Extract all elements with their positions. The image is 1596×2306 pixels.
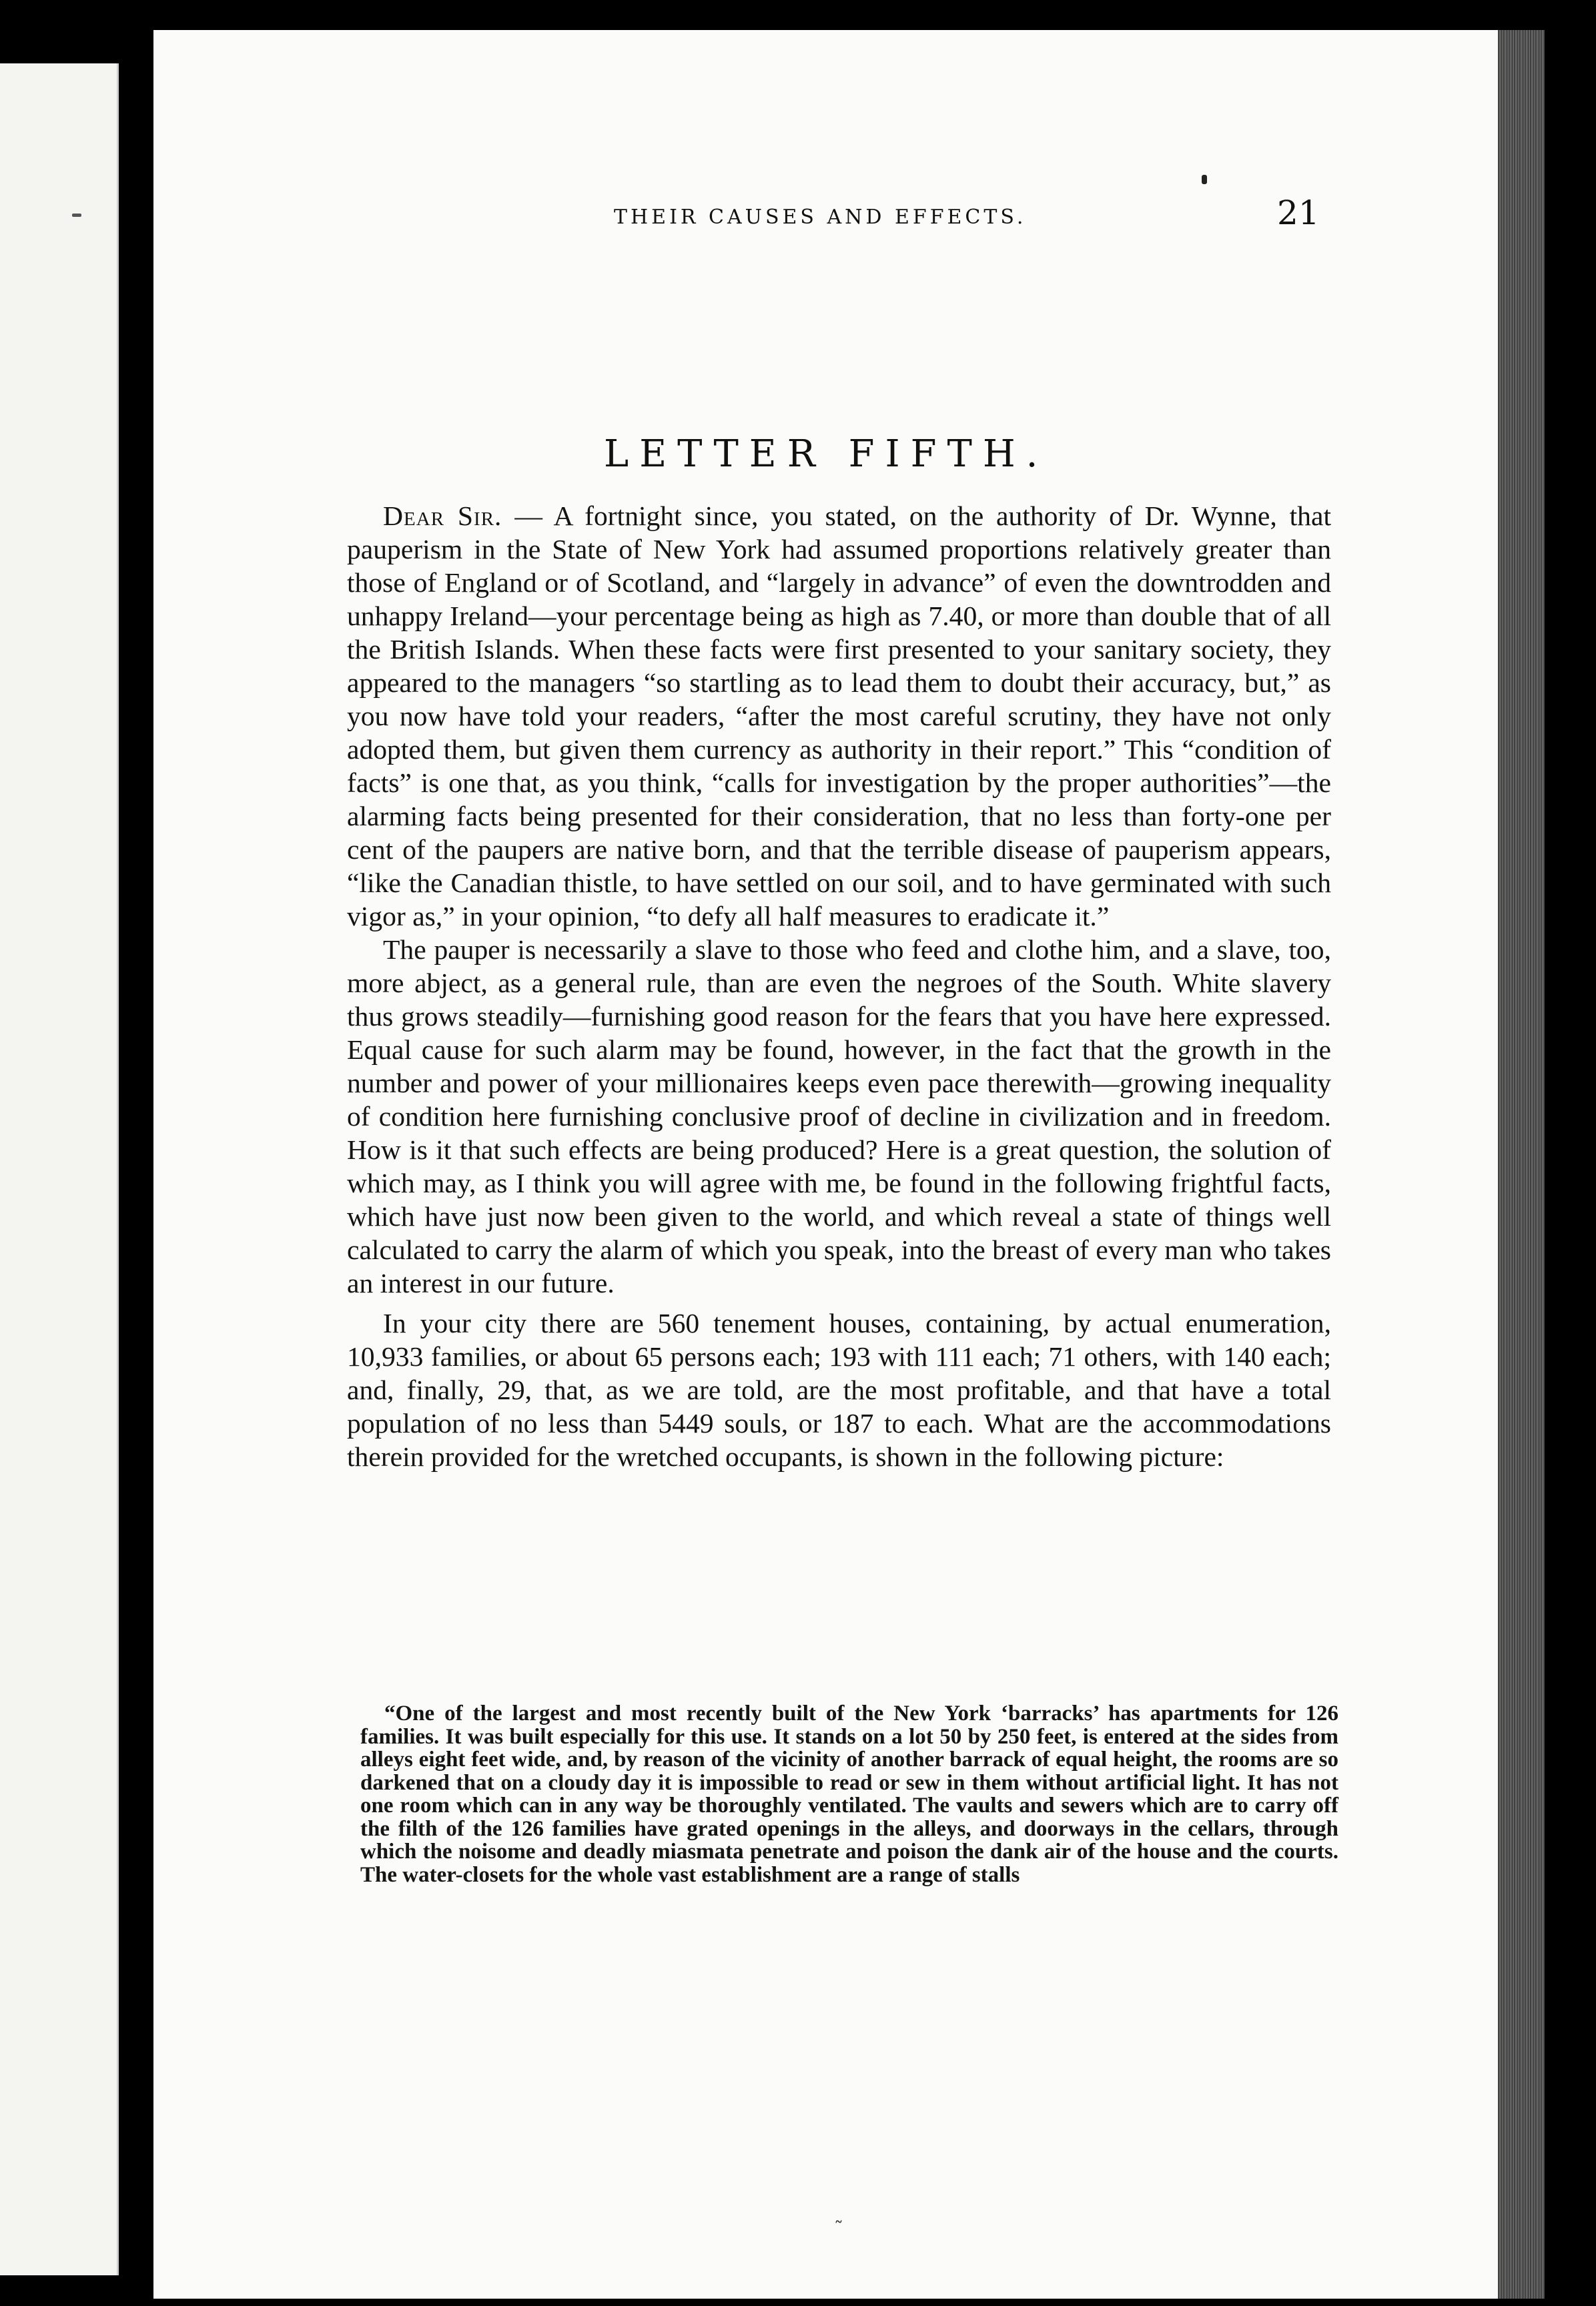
paragraph-3: In your city there are 560 tenement houses, containing, by actual enumeration, 10,933 families, or about 65 persons each; 193 with 111 each; 71 others, with 140 each; and, finally, 29, that, as we are told, are the most profitable, and that have a total population of no less than 5449 souls, or 187 to each. What are the accommodations therein provided for the wretched occupants, is shown in the following picture: bbox=[347, 1308, 1331, 1472]
page-stack-edge bbox=[1498, 30, 1545, 2299]
facing-page-edge bbox=[0, 63, 119, 2275]
block-quote: “One of the largest and most recently built of the New York ‘barracks’ has apartments for 126 families. It was built especially for this use. It stands on a lot 50 by 250 feet, is entered at the sides from alleys eight feet wide, and, by reason of the vicinity of another barrack of equal height, the rooms are so darkened that on a cloudy day it is impossible to read or sew in them without artificial light. It has not one room which can in any way be thoroughly ventilated. The vaults and sewers which are to carry off the filth of the 126 families have grated openings in the alleys, and doorways in the cellars, through which the noisome and deadly miasmata penetrate and poison the dank air of the house and the courts. The water-closets for the whole vast establishment are a range of stalls bbox=[360, 1701, 1338, 1887]
paragraph-1-text: — A fortnight since, you stated, on the authority of Dr. Wynne, that pauperism in the State of New York had assumed proportions relatively greater than those of England or of Scotland, and “largely in advance” of even the downtrodden and unhappy Ireland—your percentage being as high as 7.40, or more than double that of all the British Islands. When these facts were first presented to your sanitary society, they appeared to the managers “so startling as to lead them to doubt their accuracy, but,” as you now have told your readers, “after the most careful scrutiny, they have not only adopted them, but given them currency as authority in their report.” This “condition of facts” is one that, as you think, “calls for investigation by the proper authorities”—the alarming facts being presented for their consideration, that no less than forty-one per cent of the paupers are native born, and that the terrible disease of pauperism appears, “like the Canadian thistle, to have settled on our soil, and to have germinated with such vigor as,” in your opinion, “to defy all half measures to eradicate it.” bbox=[347, 500, 1331, 931]
ink-mark bbox=[1202, 175, 1207, 184]
ink-mark bbox=[72, 214, 81, 217]
page-number: 21 bbox=[1277, 194, 1320, 232]
salutation: Dear Sir. bbox=[383, 500, 502, 531]
letter-body bbox=[347, 499, 1331, 1480]
ink-mark: ˷ bbox=[834, 2202, 843, 2224]
letter-title: LETTER FIFTH. bbox=[604, 432, 1049, 476]
running-head: THEIR CAUSES AND EFFECTS. bbox=[614, 206, 1027, 229]
paragraph-1 bbox=[347, 499, 1331, 933]
paragraph-2: The pauper is necessarily a slave to those who feed and clothe him, and a slave, too, more abject, as a general rule, than are even the negroes of the South. White slavery thus grows steadily—furnishing good reason for the fears that you have here expressed. Equal cause for such alarm may be found, however, in the fact that the growth in the number and power of your millionaires keeps even pace therewith—growing inequality of condition here furnishing conclusive proof of decline in civilization and in freedom. How is it that such effects are being produced? Here is a great question, the solution of which may, as I think you will agree with me, be found in the following frightful facts, which have just now been given to the world, and which reveal a state of things well calculated to carry the alarm of which you speak, into the breast of every man who takes an interest in our future. bbox=[347, 934, 1331, 1298]
